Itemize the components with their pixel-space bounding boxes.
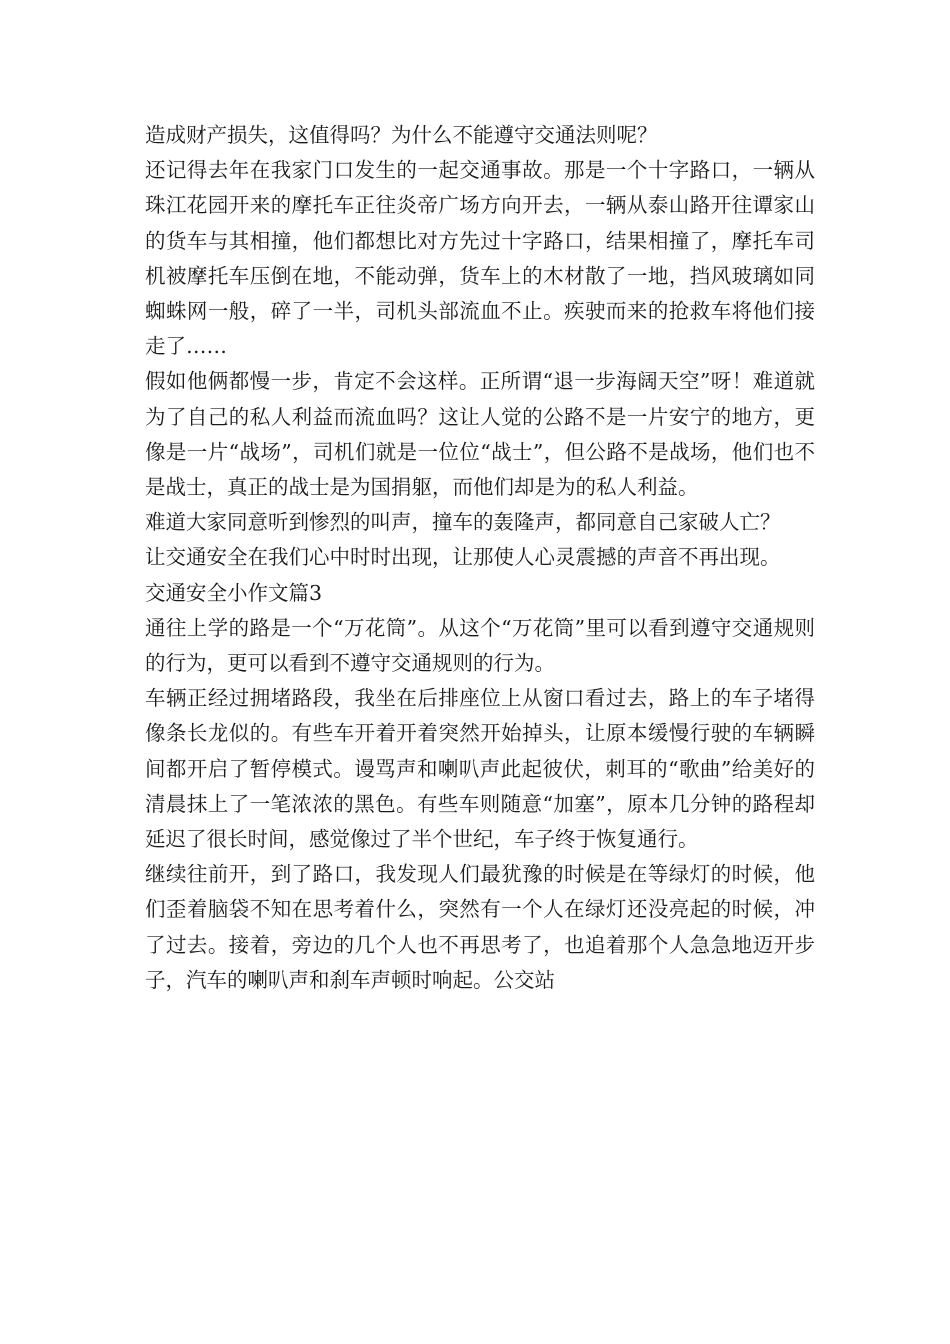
paragraph-kaleidoscope: 通往上学的路是一个“万花筒”。从这个“万花筒”里可以看到遵守交通规则的行为，更可以看到不遵守交通规则的行为。 — [145, 615, 815, 676]
section-title: 交通安全小作文篇3 — [145, 580, 323, 605]
paragraph-accident-memory: 还记得去年在我家门口发生的一起交通事故。那是一个十字路口，一辆从珠江花园开来的摩托车正往炎帝广场方向开去，一辆从泰山路开往谭家山的货车与其相撞，他们都想比对方先过十字路口，结果相撞了，摩托车司机被摩托车压倒在地，不能动弹，货车上的木材散了一地，挡风玻璃如同蜘蛛网一般，碎了一半，司机头部流血不止。疾驶而来的抢救车将他们接走了…… — [145, 158, 815, 359]
paragraph-rhetorical-question: 难道大家同意听到惨烈的叫声，撞车的轰隆声，都同意自己家破人亡？ — [145, 510, 781, 535]
paragraph-green-light: 继续往前开，到了路口，我发现人们最犹豫的时候是在等绿灯的时候，他们歪着脑袋不知在思考着什么，突然有一个人在绿灯还没亮起的时候，冲了过去。接着，旁边的几个人也不再思考了，也追着那个人急急地迈开步子，汽车的喇叭声和刹车声顿时响起。公交站 — [145, 862, 815, 992]
paragraph-traffic-jam: 车辆正经过拥堵路段，我坐在后排座位上从窗口看过去，路上的车子堵得像条长龙似的。有些车开着开着突然开始掉头，让原本缓慢行驶的车辆瞬间都开启了暂停模式。谩骂声和喇叭声此起彼伏，刺耳的“歌曲”给美好的清晨抹上了一笔浓浓的黑色。有些车则随意“加塞”，原本几分钟的路程却延迟了很长时间，感觉像过了半个世纪，车子终于恢复通行。 — [145, 686, 815, 852]
document-page — [145, 118, 815, 998]
paragraph-safety-in-heart: 让交通安全在我们心中时时出现，让那使人心灵震撼的声音不再出现。 — [145, 545, 781, 570]
paragraph-one-step-back: 假如他俩都慢一步，肯定不会这样。正所谓“退一步海阔天空”呀！难道就为了自己的私人利益而流血吗？这让人觉的公路不是一片安宁的地方，更像是一片“战场”，司机们就是一位位“战士”，但公路不是战场，他们也不是战士，真正的战士是为国捐躯，而他们却是为的私人利益。 — [145, 369, 815, 500]
paragraph-property-loss: 造成财产损失，这值得吗？为什么不能遵守交通法则呢？ — [145, 123, 658, 147]
